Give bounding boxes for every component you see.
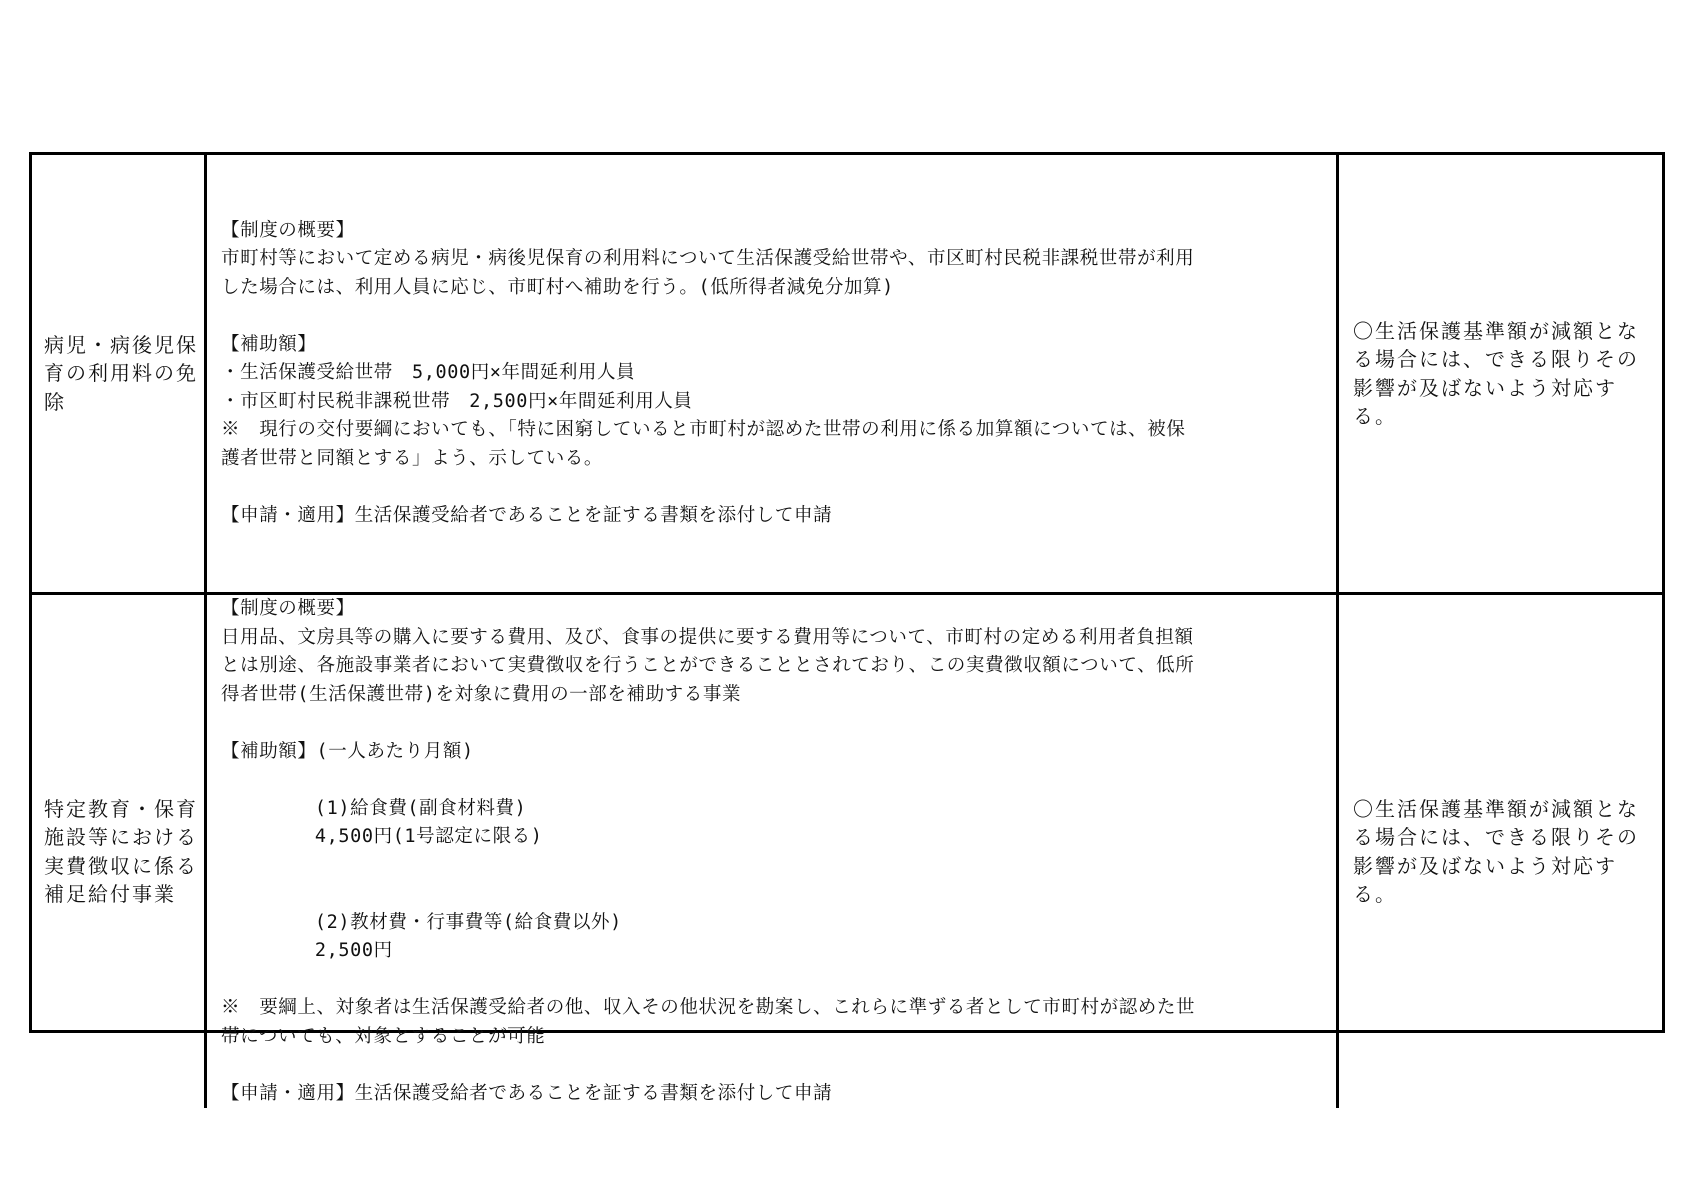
overview-heading: 【制度の概要】 <box>221 219 355 241</box>
overview-line: 日用品、文房具等の購入に要する費用、及び、食事の提供に要する費用等について、市町村の定める利用者負担額 <box>221 626 1194 648</box>
subsidy-heading: 【補助額】(一人あたり月額) <box>221 740 474 762</box>
subsidy-item-label: (1)給食費(副食材料費) <box>314 797 527 819</box>
remark-text: 〇生活保護基準額が減額となる場合には、できる限りその影響が及ばないよう対応する。 <box>1353 318 1639 428</box>
application-line: 【申請・適用】生活保護受給者であることを証する書類を添付して申請 <box>221 504 833 526</box>
measures-table <box>29 152 1665 1104</box>
subsidy-item-label: (2)教材費・行事費等(給食費以外) <box>314 911 622 933</box>
overview-heading: 【制度の概要】 <box>221 598 355 619</box>
subsidy-item: ・生活保護受給世帯 5,000円×年間延利用人員 <box>221 362 636 384</box>
remark-text: 〇生活保護基準額が減額となる場合には、できる限りその影響が及ばないよう対応する。 <box>1353 796 1639 906</box>
overview-line: 得者世帯(生活保護世帯)を対象に費用の一部を補助する事業 <box>221 683 742 705</box>
overview-line: した場合には、利用人員に応じ、市町村へ補助を行う。(低所得者減免分加算) <box>221 276 894 298</box>
table-row-2-detail-cell <box>207 595 1339 1108</box>
subsidy-amount-row <box>221 766 1326 880</box>
program-name: 病児・病後児保育の利用料の免除 <box>44 332 198 414</box>
paragraph-gap <box>221 473 1326 502</box>
overview-line: とは別途、各施設事業者において実費徴収を行うことができることとされており、この実費徴収額について、低所 <box>221 655 1195 676</box>
note-line: ※ 現行の交付要綱においても、「特に困窮していると市町村が認めた世帯の利用に係る加算額については、被保 <box>221 419 1186 441</box>
table-row-2-remark-cell <box>1339 595 1662 1108</box>
table-row-1-name-cell <box>32 155 207 595</box>
subsidy-amount-row <box>221 880 1326 994</box>
subsidy-item-amount: 4,500円(1号認定に限る) <box>314 826 543 847</box>
overview-line: 市町村等において定める病児・病後児保育の利用料について生活保護受給世帯や、市区町村民税非課税世帯が利用 <box>221 248 1195 270</box>
table-row-2-name-cell <box>32 595 207 1108</box>
note-line: 帯についても、対象とすることが可能 <box>221 1025 546 1047</box>
note-line: 護者世帯と同額とする」よう、示している。 <box>221 447 604 469</box>
note-line: ※ 要綱上、対象者は生活保護受給者の他、収入その他状況を勘案し、これらに準ずる者として市町村が認めた世 <box>221 997 1196 1018</box>
program-details <box>221 595 1326 1108</box>
application-line: 【申請・適用】生活保護受給者であることを証する書類を添付して申請 <box>221 1082 833 1104</box>
subsidy-item: ・市区町村民税非課税世帯 2,500円×年間延利用人員 <box>221 390 693 412</box>
paragraph-gap <box>221 709 1326 738</box>
table-row-1-detail-cell <box>207 155 1339 595</box>
program-name: 特定教育・保育施設等における実費徴収に係る補足給付事業 <box>44 796 198 906</box>
program-details <box>221 217 1326 531</box>
paragraph-gap <box>221 302 1326 331</box>
subsidy-heading: 【補助額】 <box>221 333 317 355</box>
table-row-1-remark-cell <box>1339 155 1662 595</box>
subsidy-item-amount: 2,500円 <box>314 940 393 961</box>
paragraph-gap <box>221 1051 1326 1080</box>
